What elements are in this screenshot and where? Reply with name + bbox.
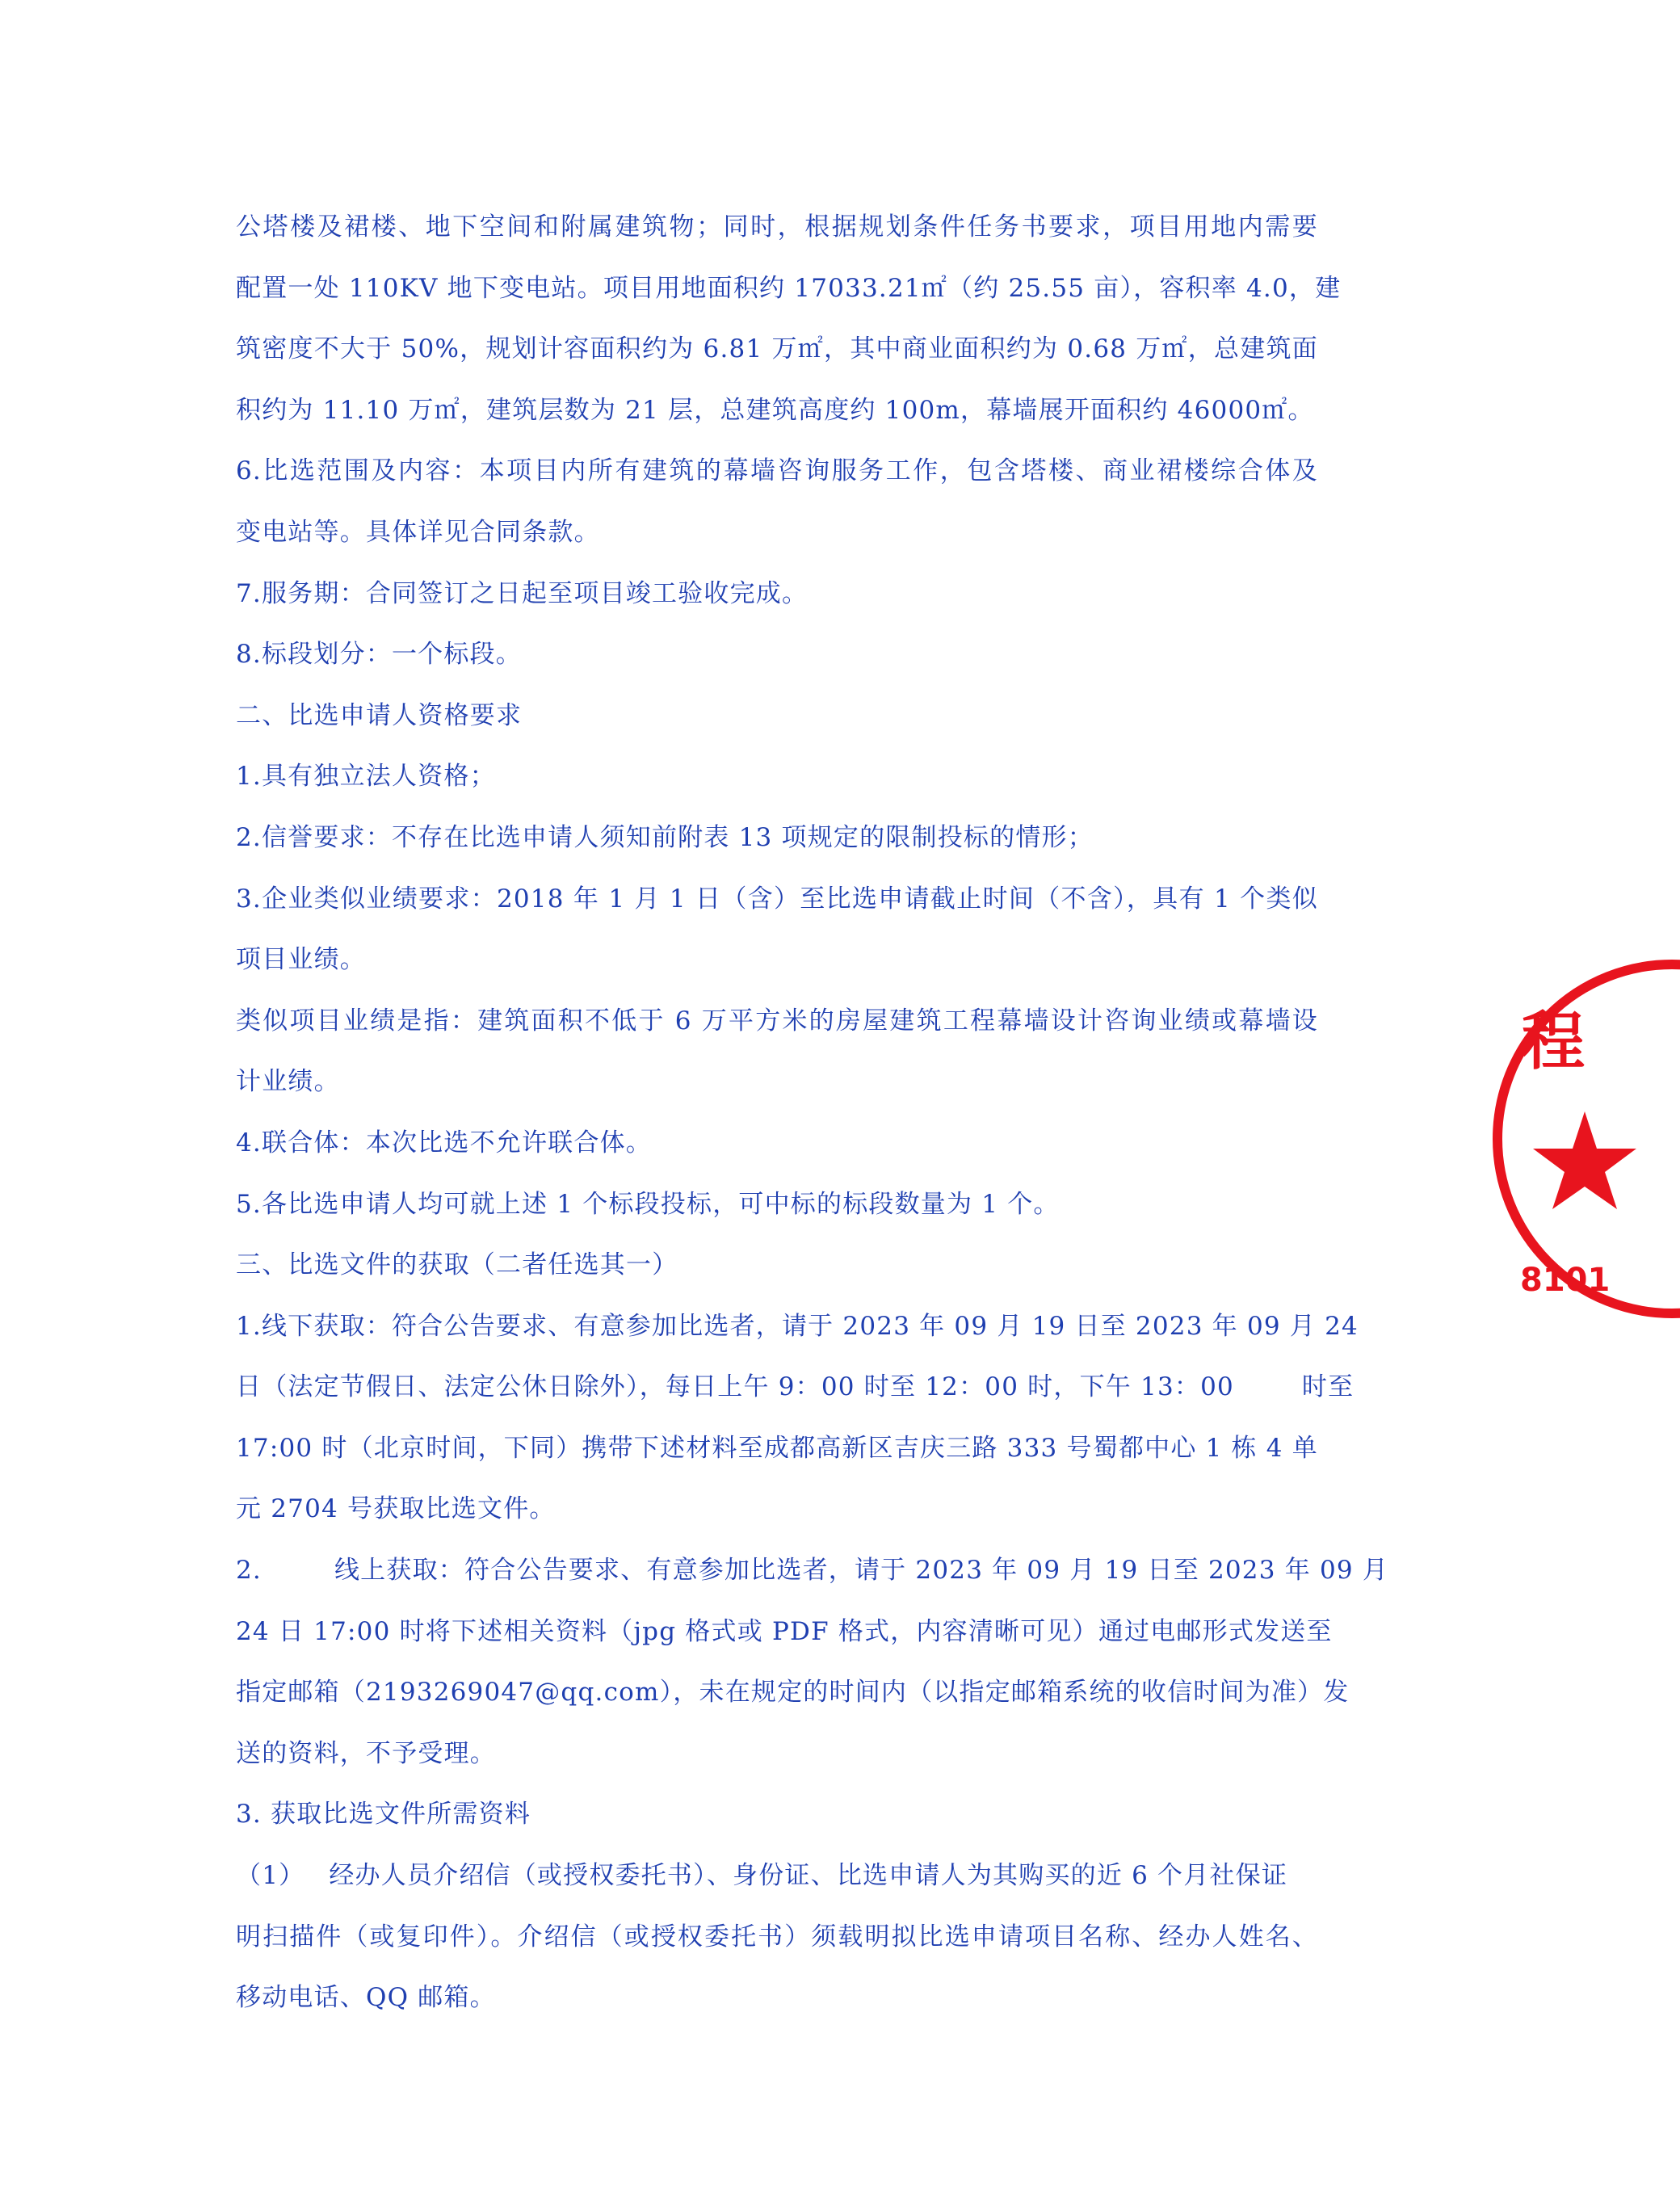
paragraph-line (236, 1540, 1389, 1602)
paragraph-line: 1.具有独立法人资格； (236, 762, 496, 792)
line-segment: 时至 (1301, 1372, 1354, 1402)
line-segment: 2. (236, 1556, 262, 1586)
paragraph-line: 指定邮箱（2193269047@qq.com），未在规定的时间内（以指定邮箱系统的收信时间为准）发 (236, 1678, 1350, 1708)
line-segment: 日（法定节假日、法定公休日除外），每日上午 9：00 时至 12：00 时，下午 13：00 (236, 1372, 1234, 1402)
paragraph-line: 1.线下获取：符合公告要求、有意参加比选者，请于 2023 年 09 月 19 日至 2023 年 09 月 24 (236, 1311, 1359, 1341)
paragraph-line: 积约为 11.10 万㎡，建筑层数为 21 层，总建筑高度约 100m，幕墙展开面积约 46000㎡。 (236, 395, 1314, 425)
paragraph-line: 4.联合体：本次比选不允许联合体。 (236, 1128, 652, 1157)
line-segment: （1） (236, 1861, 305, 1891)
paragraph-line: 移动电话、QQ 邮箱。 (236, 1983, 496, 2013)
paragraph-line: 项目业绩。 (236, 945, 366, 975)
paragraph-line: 筑密度不大于 50%，规划计容面积约为 6.81 万㎡，其中商业面积约为 0.68 万㎡，总建筑面 (236, 334, 1318, 364)
line-segment: 线上获取：符合公告要求、有意参加比选者，请于 2023 年 09 月 19 日至 2023 年 09 月 (334, 1556, 1389, 1586)
stamp-character: 程 (1522, 1006, 1586, 1078)
paragraph-line: 公塔楼及裙楼、地下空间和附属建筑物；同时，根据规划条件任务书要求，项目用地内需要 (236, 212, 1318, 242)
paragraph-line: 元 2704 号获取比选文件。 (236, 1494, 556, 1524)
paragraph-line: 3.企业类似业绩要求：2018 年 1 月 1 日（含）至比选申请截止时间（不含），具有 1 个类似 (236, 884, 1318, 914)
paragraph-line: 类似项目业绩是指：建筑面积不低于 6 万平方米的房屋建筑工程幕墙设计咨询业绩或幕墙设 (236, 1006, 1318, 1036)
paragraph-line (236, 1846, 1318, 1907)
paragraph-line: 24 日 17:00 时将下述相关资料（jpg 格式或 PDF 格式，内容清晰可见）通过电邮形式发送至 (236, 1616, 1333, 1646)
document-body (236, 197, 1389, 2029)
line-segment: 经办人员介绍信（或授权委托书）、身份证、比选申请人为其购买的近 6 个月社保证 (329, 1861, 1288, 1891)
paragraph-line: 明扫描件（或复印件）。介绍信（或授权委托书）须载明拟比选申请项目名称、经办人姓名、 (236, 1922, 1318, 1951)
section-heading: 二、比选申请人资格要求 (236, 700, 523, 730)
stamp-digits: 8101 (1520, 1262, 1611, 1299)
paragraph-line: 配置一处 110KV 地下变电站。项目用地面积约 17033.21㎡（约 25.55 亩），容积率 4.0，建 (236, 273, 1342, 303)
paragraph-line: 3. 获取比选文件所需资料 (236, 1800, 531, 1830)
paragraph-line: 17:00 时（北京时间，下同）携带下述材料至成都高新区吉庆三路 333 号蜀都中心 1 栋 4 单 (236, 1433, 1318, 1463)
paragraph-line: 2.信誉要求：不存在比选申请人须知前附表 13 项规定的限制投标的情形； (236, 822, 1094, 852)
paragraph-line: 送的资料，不予受理。 (236, 1738, 496, 1768)
paragraph-line: 8.标段划分：一个标段。 (236, 640, 522, 670)
official-seal-stamp (1486, 953, 1680, 1325)
paragraph-line: 变电站等。具体详见合同条款。 (236, 517, 600, 547)
paragraph-line: 5.各比选申请人均可就上述 1 个标段投标，可中标的标段数量为 1 个。 (236, 1189, 1060, 1219)
paragraph-line: 6.比选范围及内容：本项目内所有建筑的幕墙咨询服务工作，包含塔楼、商业裙楼综合体及 (236, 456, 1318, 486)
paragraph-line (236, 1357, 1354, 1418)
paragraph-line: 7.服务期：合同签订之日起至项目竣工验收完成。 (236, 578, 808, 608)
paragraph-line: 计业绩。 (236, 1067, 340, 1097)
section-heading: 三、比选文件的获取（二者任选其一） (236, 1250, 678, 1280)
